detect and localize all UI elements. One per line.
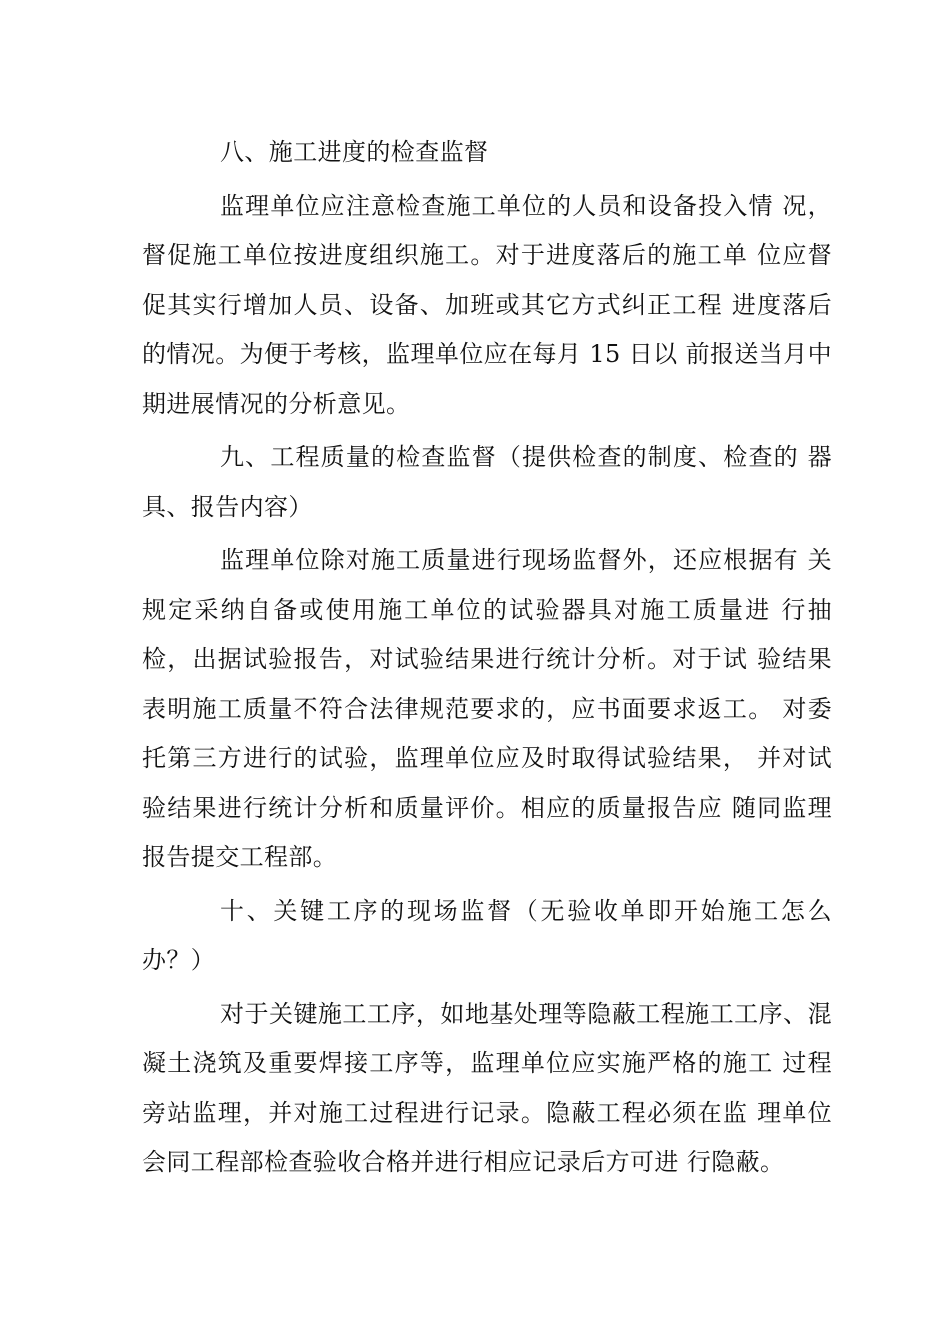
body-paragraph: 监理单位除对施工质量进行现场监督外，还应根据有 关规定采纳自备或使用施工单位的试验器具对施工质量进 行抽检，出据试验报告，对试验结果进行统计分析。对于试 验结果表明施工质量不符合法律规范要求的，应书面要求返工。 对委托第三方进行的试验，监理单位应及时取得试验结果， 并对试验结果进行统计分析和质量评价。相应的质量报告应 随同监理报告提交工程部。 <box>142 546 832 871</box>
section-heading-9: 九、工程质量的检查监督（提供检查的制度、检查的 器具、报告内容） <box>142 443 832 521</box>
section-heading-8: 八、施工进度的检查监督 <box>220 138 489 166</box>
body-paragraph: 监理单位应注意检查施工单位的人员和设备投入情 况，督促施工单位按进度组织施工。对于进度落后的施工单 位应督促其实行增加人员、设备、加班或其它方式纠正工程 进度落后的情况。为便于考核，监理单位应在每月 15 日以 前报送当月中期进展情况的分析意见。 <box>142 191 832 418</box>
body-paragraph: 对于关键施工工序，如地基处理等隐蔽工程施工工序、混凝土浇筑及重要焊接工序等，监理单位应实施严格的施工 过程旁站监理，并对施工过程进行记录。隐蔽工程必须在监 理单位会同工程部检查验收合格并进行相应记录后方可进 行隐蔽。 <box>142 999 832 1176</box>
section-heading-10: 十、关键工序的现场监督（无验收单即开始施工怎么 办？） <box>142 896 832 974</box>
